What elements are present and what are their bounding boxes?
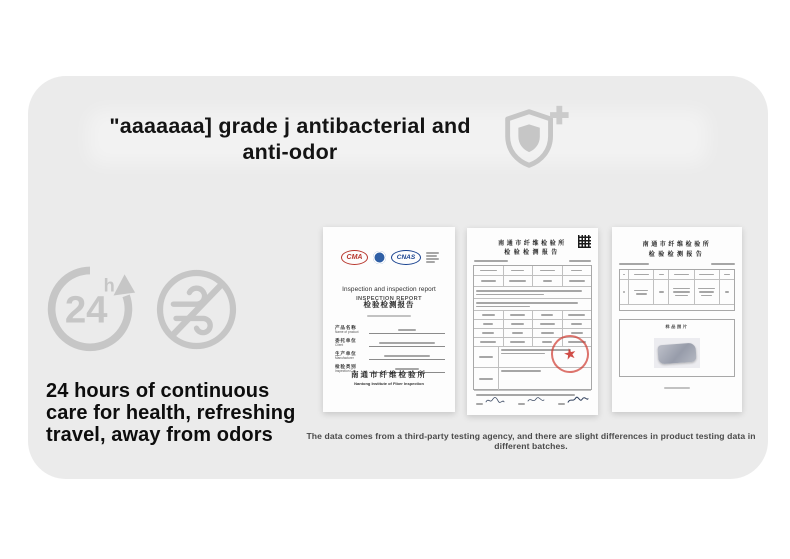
sample-photo-box: [619, 319, 735, 377]
feature-line2: care for health, refreshing: [46, 402, 296, 424]
field-row: 委托单位 Client: [335, 335, 445, 347]
report-header-line1: 南通市纤维检验所: [642, 242, 712, 248]
report-meta-line: [619, 263, 735, 265]
signature: [518, 396, 545, 405]
inspection-report-photo-page: [612, 227, 742, 412]
qr-code: [578, 235, 591, 248]
feature-text: [46, 380, 336, 446]
24h-care-icon: [42, 259, 138, 355]
report-fields: [335, 322, 445, 374]
feature-line3: travel, away from odors: [46, 424, 273, 446]
summary-table: [619, 269, 735, 311]
field-row: 产品名称 Name of product: [335, 322, 445, 334]
promo-card: [28, 76, 768, 479]
cma-logo: CMA: [341, 250, 368, 265]
page-title: [60, 113, 520, 165]
report-title-cn: 检验检测报告 INSPECTION REPORT: [356, 295, 422, 309]
report-meta-line: [474, 260, 591, 262]
ilac-mra-logo: [373, 251, 386, 264]
cnas-logo: CNAS: [391, 250, 421, 265]
disclaimer-text: The data comes from a third-party testing agency, and there are slight differences in product testing data in different batches.: [306, 431, 756, 451]
certification-logos: [329, 250, 451, 265]
report-header-line2: 检验检测报告: [648, 252, 706, 258]
institute-name: 南通市纤维检验所 Nantong Institute of Fiber Inspection: [351, 370, 427, 386]
signature-row: [476, 395, 589, 405]
page-title-line1: "aaaaaaa] grade j antibacterial and: [109, 114, 471, 138]
page-title-line2: anti-odor: [242, 140, 338, 165]
inspection-report-cover: [323, 227, 455, 412]
signature: [476, 396, 505, 405]
sample-photo-caption: 样品照片: [665, 324, 689, 329]
hours-value: 24: [64, 288, 108, 332]
report-number: [367, 315, 411, 317]
hours-unit: h: [103, 274, 115, 296]
page-number-line: [664, 387, 690, 389]
shield-plus-icon: [494, 103, 572, 173]
shield-icon: [494, 103, 572, 173]
cnas-accreditation-text: [426, 252, 439, 263]
sample-photo: [654, 338, 700, 368]
report-header-line2: 检验检测报告: [504, 250, 561, 256]
signature: [558, 395, 589, 405]
no-odor-icon: [152, 265, 241, 354]
report-header-line1: 南通市纤维检验所: [498, 241, 567, 247]
feature-line1: 24 hours of continuous: [46, 380, 270, 402]
report-title-en: Inspection and inspection report: [342, 286, 436, 293]
field-row: 检验类别 Inspection Cat.: [335, 361, 445, 373]
inspection-report-table: [467, 228, 598, 415]
field-row: 生产单位 Manufacturer: [335, 348, 445, 360]
stamp-star-icon: ★: [561, 344, 579, 364]
sample-product-image: [657, 342, 696, 364]
